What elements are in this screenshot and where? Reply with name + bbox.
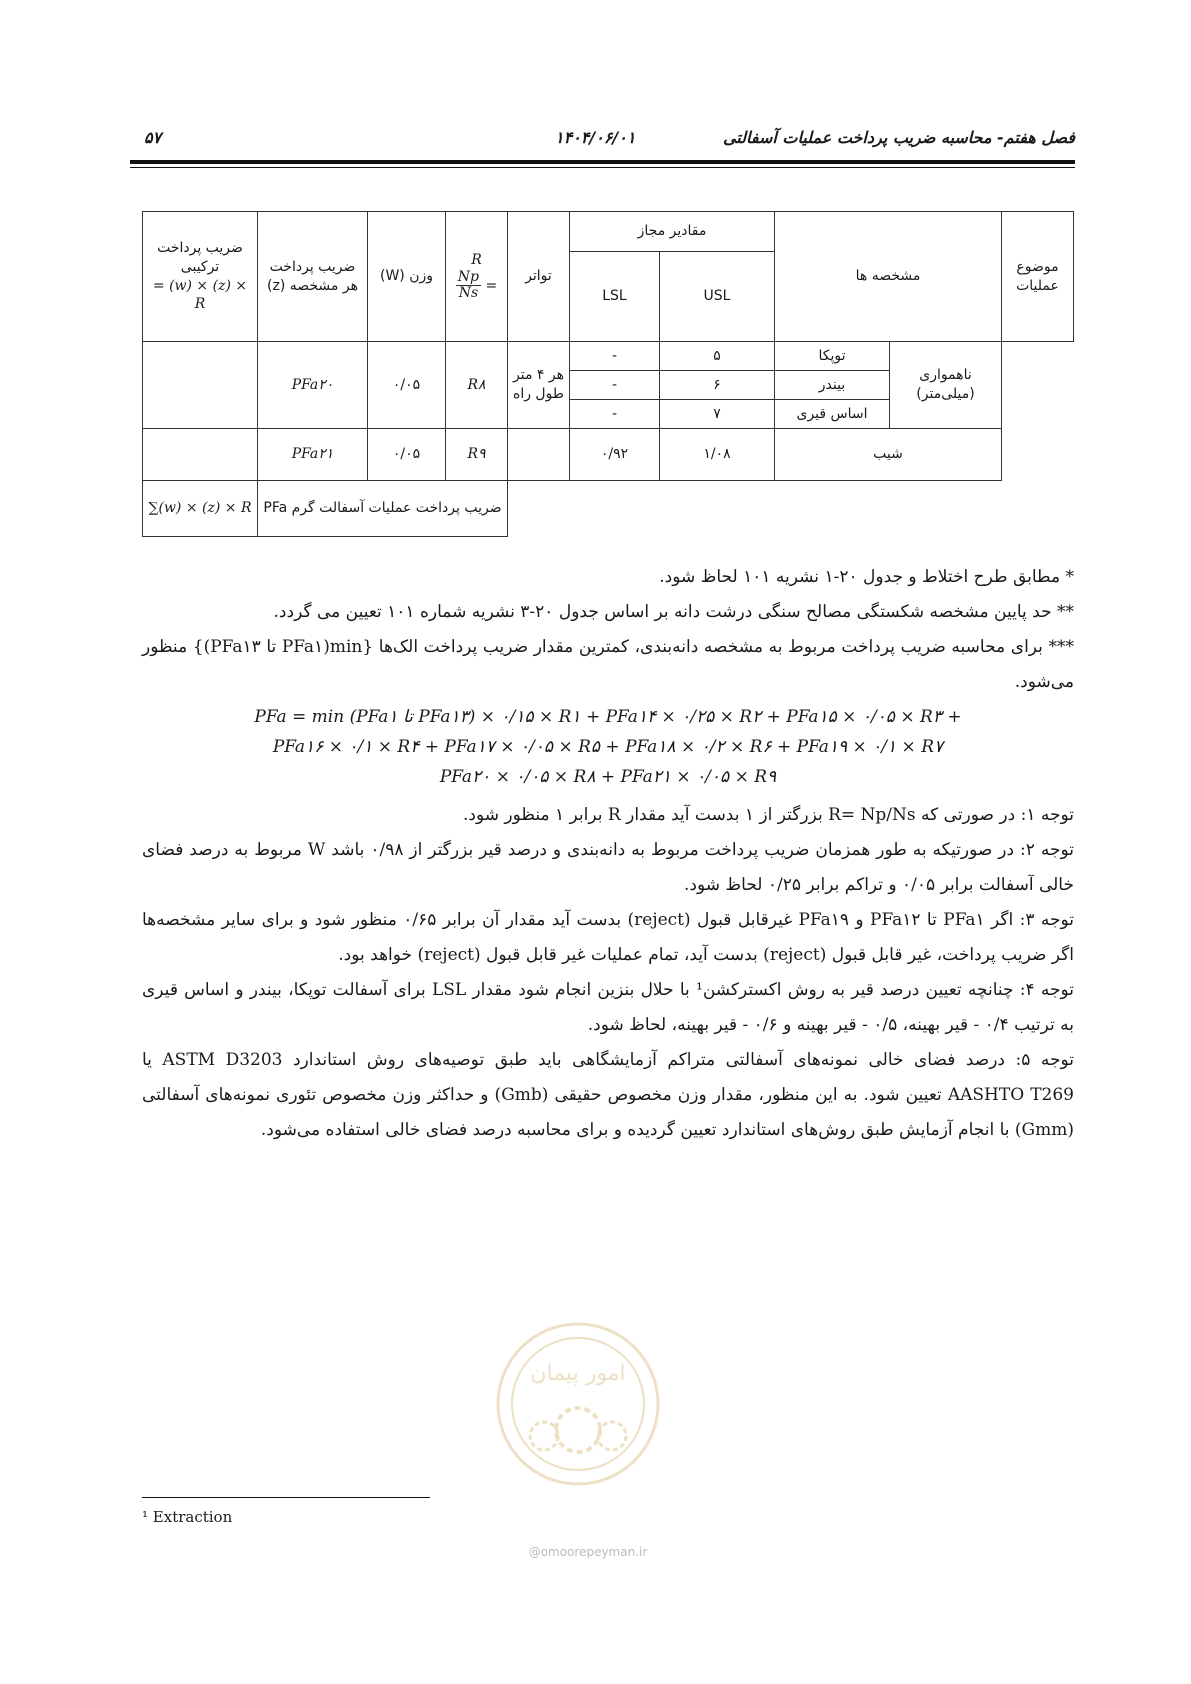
combined-pf-formula: = (w) × (z) × R: [152, 277, 248, 313]
header-date: ۱۴۰۴/۰۶/۰۱: [555, 128, 636, 147]
pf-formula: [142, 702, 1074, 792]
chapter-title: فصل هفتم- محاسبه ضریب پرداخت عملیات آسفالتی: [722, 128, 1075, 147]
header-specs: مشخصه ها: [775, 212, 1002, 342]
operations-table: [142, 211, 1074, 537]
header-usl: USL: [660, 252, 775, 342]
usl-value: ۶: [660, 371, 775, 400]
combined-pf-label: ضریب پرداخت ترکیبی: [157, 239, 243, 275]
ratio-fraction: [456, 270, 481, 302]
header-each-pf: ضریب پرداخت هر مشخصه (z): [258, 212, 368, 342]
ratio-ns: Ns: [458, 285, 479, 302]
spec-name: توپکا: [775, 342, 890, 371]
remark-2: توجه ۲: در صورتیکه به طور همزمان ضریب پرداخت مربوط به دانه‌بندی و درصد قیر بزرگتر از ۰/۹۸ باشد W مربوط به درصد فضای خالی آسفالت برابر ۰/۰۵ و تراکم برابر ۰/۲۵ لحاظ شود.: [142, 840, 1074, 895]
usl-value: ۷: [660, 400, 775, 429]
formula-line-3: PFa۲۰ × ۰/۰۵ × R۸ + PFa۲۱ × ۰/۰۵ × R۹: [439, 767, 777, 787]
formula-line-1: PFa = min (PFa۱ تا PFa۱۳) × ۰/۱۵ × R۱ + PFa۱۴ × ۰/۲۵ × R۲ + PFa۱۵ × ۰/۰۵ × R۳ +: [254, 707, 962, 727]
spec-name: بیندر: [775, 371, 890, 400]
footnote-rule: [142, 1497, 430, 1498]
spec-name: اساس قیری: [775, 400, 890, 429]
header-frequency: تواتر: [508, 212, 570, 342]
watermark-logo-icon: [492, 1318, 664, 1490]
combined-value: [143, 429, 258, 481]
note-1: * مطابق طرح اختلاط و جدول ۲۰-۱ نشریه ۱۰۱ لحاظ شود.: [659, 567, 1074, 587]
header-subject: موضوع عملیات: [1002, 212, 1074, 342]
remark-5: توجه ۵: درصد فضای خالی نمونه‌های آسفالتی متراکم آزمایشگاهی باید طبق توصیه‌های روش استاندارد ASTM D3203 یا AASHTO T269 تعیین شود. به این منظور، مقدار وزن مخصوص حقیقی (Gmb) و حداکثر وزن مخصوص تئوری نمونه‌های آسفالتی (Gmm) با انجام آزمایش طبق روش‌های استاندارد تعیین گردیده و برای محاسبه درصد فضای خالی استفاده می‌شود.: [142, 1050, 1074, 1140]
ratio-r-label: R: [471, 252, 482, 269]
w-value: ۰/۰۵: [368, 342, 446, 429]
formula-line-2: PFa۱۶ × ۰/۱ × R۴ + PFa۱۷ × ۰/۰۵ × R۵ + PFa۱۸ × ۰/۲ × R۶ + PFa۱۹ × ۰/۱ × R۷: [272, 737, 944, 757]
ratio-np: Np: [457, 269, 480, 286]
page-header: [130, 128, 1075, 152]
frequency-value: [508, 429, 570, 481]
slope-group: شیب: [775, 429, 1002, 481]
header-allowed-values: مقادیر مجاز: [570, 212, 775, 252]
lsl-value: -: [570, 400, 660, 429]
note-3: *** برای محاسبه ضریب پرداخت مربوط به مشخصه دانه‌بندی، کمترین مقدار ضریب پرداخت الک‌ها {min(PFa۱ تا PFa۱۳)} منظور می‌شود.: [142, 637, 1075, 692]
note-2: ** حد پایین مشخصه شکستگی مصالح سنگی درشت دانه بر اساس جدول ۲۰-۳ نشریه شماره ۱۰۱ تعیین می گردد.: [273, 602, 1074, 622]
usl-value: ۵: [660, 342, 775, 371]
lsl-value: -: [570, 371, 660, 400]
header-weight: وزن (W): [368, 212, 446, 342]
roughness-group: ناهمواری (میلی‌متر): [890, 342, 1002, 429]
lsl-value: ۰/۹۲: [570, 429, 660, 481]
header-rule-thin: [130, 167, 1075, 168]
watermark-logo-text: امور پیمان: [530, 1361, 626, 1386]
w-value: ۰/۰۵: [368, 429, 446, 481]
header-rule-thick: [130, 160, 1075, 164]
remark-1: توجه ۱: در صورتی که R= Np/Ns بزرگتر از ۱ بدست آید مقدار R برابر ۱ منظور شود.: [463, 805, 1074, 825]
header-ratio: R = $\frac{Np}{Ns}$: [446, 212, 508, 342]
footer-sum-formula: ∑(w) × (z) × R: [143, 481, 258, 537]
remark-3: توجه ۳: اگر PFa۱ تا PFa۱۲ و PFa۱۹ غیرقابل قبول (reject) بدست آید مقدار آن برابر ۰/۶۵ منظور شود و برای سایر مشخصه‌ها اگر ضریب پرداخت، غیر قابل قبول (reject) بدست آید، تمام عملیات غیر قابل قبول (reject) خواهد بود.: [142, 910, 1075, 965]
r-value: R۹: [446, 429, 508, 481]
r-value: R۸: [446, 342, 508, 429]
body-text: [142, 560, 1074, 1148]
page-number: ۵۷: [144, 128, 162, 147]
usl-value: ۱/۰۸: [660, 429, 775, 481]
combined-value: [143, 342, 258, 429]
footer-label: ضریب پرداخت عملیات آسفالت گرم PFa: [258, 481, 508, 537]
pf-value: PFa۲۱: [258, 429, 368, 481]
header-combined-pf: [143, 212, 258, 342]
watermark-url: @omoorepeyman.ir: [528, 1545, 648, 1559]
frequency-value: هر ۴ متر طول راه: [508, 342, 570, 429]
lsl-value: -: [570, 342, 660, 371]
pf-value: PFa۲۰: [258, 342, 368, 429]
footnote: ¹ Extraction: [142, 1508, 233, 1526]
header-lsl: LSL: [570, 252, 660, 342]
remark-4: توجه ۴: چنانچه تعیین درصد قیر به روش اکسترکشن¹ با حلال بنزین انجام شود مقدار LSL برای آسفالت توپکا، بیندر و اساس قیری به ترتیب ۰/۴ - قیر بهینه، ۰/۵ - قیر بهینه و ۰/۶ - قیر بهینه، لحاظ شود.: [142, 980, 1075, 1035]
